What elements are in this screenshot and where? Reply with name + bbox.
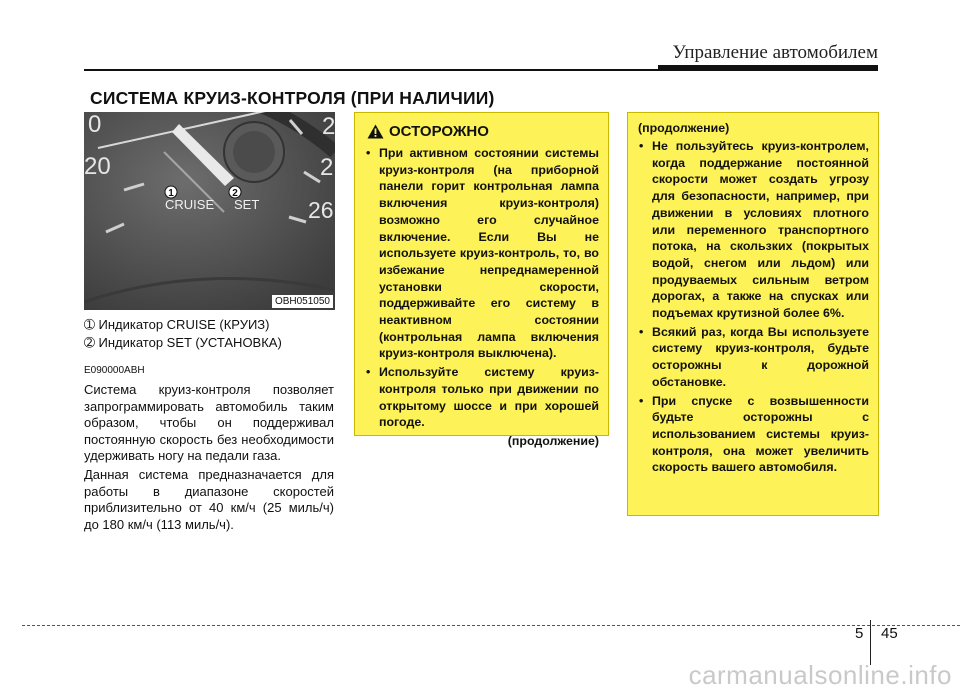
caption-set: ➁ Индикатор SET (УСТАНОВКА) <box>84 335 282 350</box>
gauge-number: 2 <box>320 154 334 181</box>
page-number: 45 <box>881 625 898 642</box>
body-paragraph: Система круиз-контроля позволяет запрограммировать автомобиль таким образом, чтобы он поддерживал постоянную скорость без необходимости удерживать ногу на педали газа. <box>84 382 334 464</box>
footer-rule <box>22 625 960 626</box>
section-code: E090000ABH <box>84 365 145 376</box>
marker-2: 2 <box>232 188 238 199</box>
warning-header <box>367 123 489 140</box>
running-header: Управление автомобилем <box>672 42 878 63</box>
warning-triangle-icon <box>367 124 384 139</box>
warning-list <box>365 145 599 450</box>
warning-item: • Используйте систему круиз-контроля только при движении по открытому шоссе и при хорошей погоде. <box>365 364 599 431</box>
body-paragraph: Данная система предназначается для работы в диапазоне скоростей приблизительно от 40 км/ч (25 миль/ч) до 180 км/ч (113 миль/ч). <box>84 466 334 532</box>
continuation-label: (продолжение) <box>638 121 730 135</box>
caption-cruise: ➀ Индикатор CRUISE (КРУИЗ) <box>84 317 270 332</box>
gauge-number: 2 <box>322 113 335 140</box>
warning-label: ОСТОРОЖНО <box>389 123 489 140</box>
set-indicator-label: SET <box>234 197 260 212</box>
continuation-item: • Не пользуйтесь круиз-контролем, когда поддержание постоянной скорости может создать угрозу для безопасности, например, при движении в условиях плотного или переменного транспортного потока, на скользких (покрытых водой, снегом или льдом) или продуваемых сильным ветром дорогах, а также на спусках или подъемах крутизной более 6%. <box>638 138 869 322</box>
cruise-indicator-label: CRUISE <box>165 197 215 212</box>
continued-note: (продолжение) <box>507 433 599 448</box>
marker-1: 1 <box>168 188 174 199</box>
header-rule-accent <box>658 65 878 71</box>
watermark: carmanualsonline.info <box>688 660 952 690</box>
continuation-box <box>627 112 879 516</box>
cruise-gauge-photo <box>84 112 335 310</box>
photo-code: OBH051050 <box>272 295 333 308</box>
warning-box <box>354 112 609 448</box>
gauge-number: 0 <box>88 112 102 138</box>
page-divider <box>870 620 871 665</box>
gauge-number: 26 <box>308 197 334 223</box>
chapter-number: 5 <box>855 625 864 642</box>
body-text <box>84 382 334 535</box>
gauge-illustration <box>84 112 335 310</box>
section-title: СИСТЕМА КРУИЗ-КОНТРОЛЯ (ПРИ НАЛИЧИИ) <box>90 88 495 108</box>
gauge-number: 20 <box>84 153 111 180</box>
continuation-item: • При спуске с возвышенности будьте осторожны с использованием системы круиз-контроля, она может увеличить скорость вашего автомобиля. <box>638 393 869 477</box>
continuation-item: • Всякий раз, когда Вы используете систему круиз-контроля, будьте осторожны к дорожной обстановке. <box>638 324 869 391</box>
warning-item: • При активном состоянии системы круиз-контроля (на приборной панели горит контрольная лампа включения круиз-контроля) возможно его случайное включение. Если Вы не используете круиз-контроль, то, во избежание непреднамеренной установки скорости, поддерживайте его систему в неактивном состоянии (контрольная лампа включения круиз-контроля выключена). <box>365 145 599 362</box>
continuation-list <box>638 138 869 478</box>
